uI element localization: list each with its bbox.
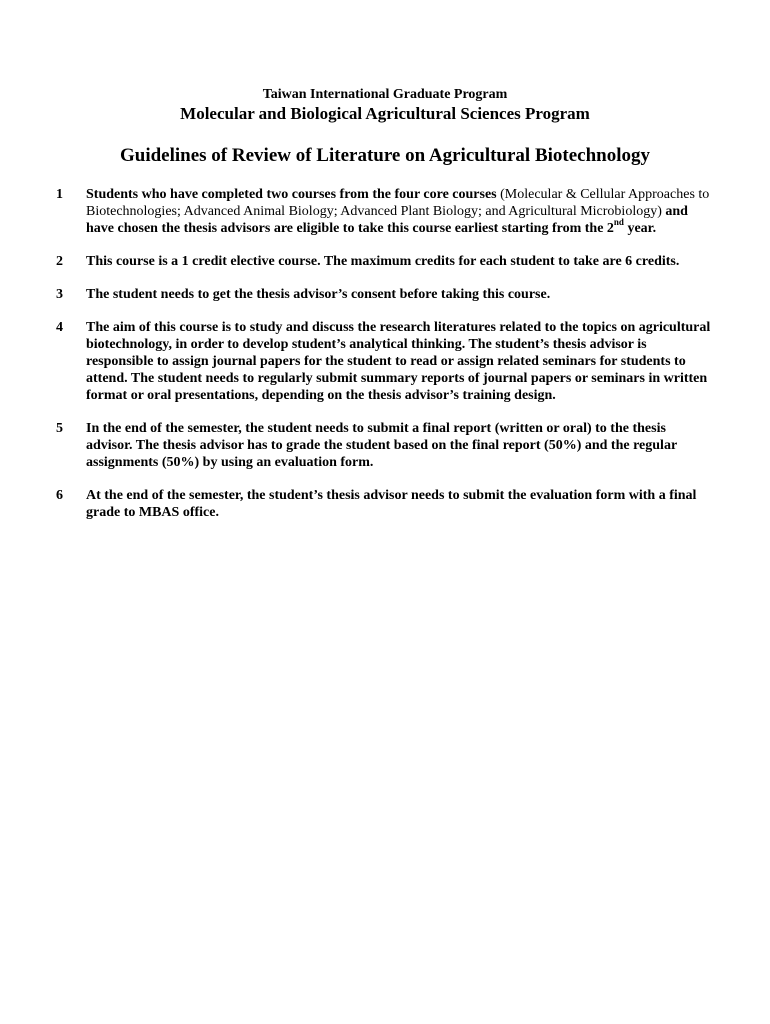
item-text: In the end of the semester, the student needs to submit a final report (written or oral) to the thesis advisor. The thesis advisor has to grade the student based on the final report (50%) and the regular assignments (50%) by using an evaluation form. <box>86 421 677 470</box>
item-text-bold: and have chosen the thesis advisors are eligible to take this course earliest starting from the 2 <box>86 204 688 236</box>
guideline-item-4 <box>56 319 712 404</box>
guideline-item-3 <box>56 286 712 303</box>
item-number: 3 <box>56 287 63 302</box>
item-text: At the end of the semester, the student’s thesis advisor needs to submit the evaluation form with a final grade to MBAS office. <box>86 488 697 520</box>
program-line: Taiwan International Graduate Program <box>262 87 508 102</box>
item-number: 2 <box>56 254 63 269</box>
item-text: The student needs to get the thesis advisor’s consent before taking this course. <box>86 287 551 302</box>
guideline-item-1 <box>56 186 712 237</box>
item-number: 5 <box>56 421 63 436</box>
item-text-bold: Students who have completed two courses from the four core courses <box>86 187 497 202</box>
guideline-list <box>56 186 712 537</box>
guideline-item-6 <box>56 487 712 521</box>
program-name: Molecular and Biological Agricultural Sciences Program <box>180 104 590 123</box>
guideline-item-2 <box>56 253 712 270</box>
item-text: This course is a 1 credit elective course. The maximum credits for each student to take are 6 credits. <box>86 254 680 269</box>
item-text-bold: year. <box>623 221 657 236</box>
item-number: 1 <box>56 187 63 202</box>
guideline-item-5 <box>56 420 712 471</box>
item-text <box>86 187 709 236</box>
item-text-courses: (Molecular & Cellular Approaches to Biotechnologies; Advanced Animal Biology; Advanced Plant Biology; and Agricultural Microbiology) <box>86 187 710 219</box>
item-number: 6 <box>56 488 63 503</box>
ordinal-suffix: nd <box>613 217 624 228</box>
document-title: Guidelines of Review of Literature on Agricultural Biotechnology <box>119 145 651 166</box>
item-number: 4 <box>56 320 63 335</box>
item-text: The aim of this course is to study and discuss the research literatures related to the topics on agricultural biotechnology, in order to develop student’s analytical thinking. The student’s thesis advisor is responsible to assign journal papers for the student to read or assign related seminars for students to attend. The student needs to regularly submit summary reports of journal papers or seminars in written format or oral presentations, depending on the thesis advisor’s training design. <box>86 320 711 403</box>
